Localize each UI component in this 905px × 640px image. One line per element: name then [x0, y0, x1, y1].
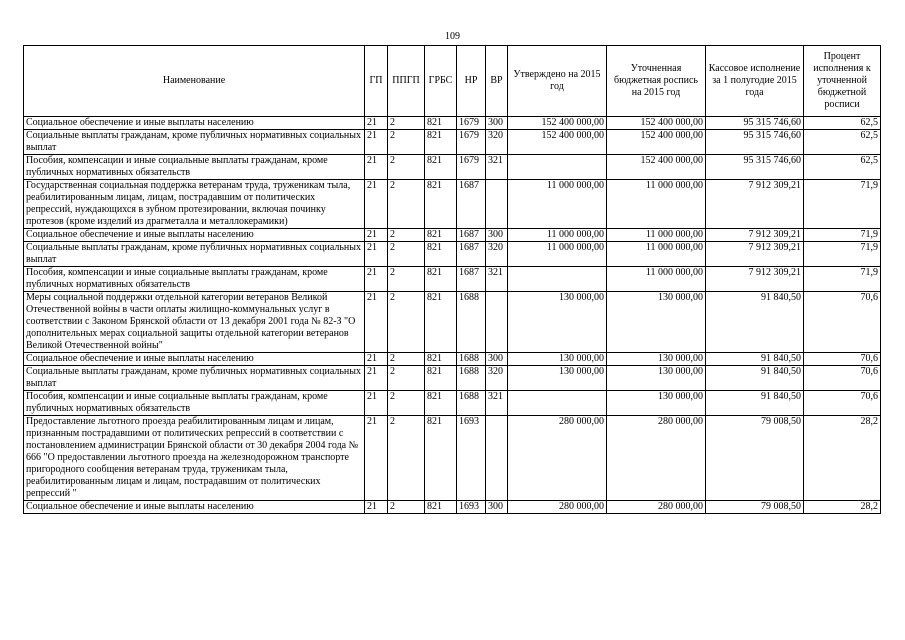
header-np: НР [457, 46, 486, 117]
header-grbs: ГРБС [425, 46, 457, 117]
cell-gp: 21 [365, 391, 388, 416]
cell-approved [508, 267, 607, 292]
table-row [24, 353, 881, 366]
cell-name: Меры социальной поддержки отдельной категории ветеранов Великой Отечественной войны в части оплаты жилищно-коммунальных услуг в соответствии с Законом Брянской области от 13 декабря 2001 года № 82-З "О дополнительных мерах социальной защиты отдельной категории ветеранов Великой Отечественной войны" [24, 292, 365, 353]
cell-cash: 95 315 746,60 [706, 117, 804, 130]
cell-np: 1688 [457, 353, 486, 366]
cell-percent: 71,9 [804, 267, 881, 292]
cell-vr: 321 [486, 155, 508, 180]
cell-name: Пособия, компенсации и иные социальные выплаты гражданам, кроме публичных нормативных обязательств [24, 391, 365, 416]
cell-refined: 130 000,00 [607, 366, 706, 391]
cell-cash: 95 315 746,60 [706, 130, 804, 155]
cell-np: 1693 [457, 416, 486, 501]
cell-cash: 7 912 309,21 [706, 180, 804, 229]
cell-np: 1679 [457, 155, 486, 180]
table-row [24, 391, 881, 416]
cell-vr: 300 [486, 501, 508, 514]
cell-approved: 11 000 000,00 [508, 180, 607, 229]
cell-grbs: 821 [425, 267, 457, 292]
cell-np: 1688 [457, 391, 486, 416]
cell-gp: 21 [365, 353, 388, 366]
cell-cash: 91 840,50 [706, 292, 804, 353]
cell-np: 1687 [457, 229, 486, 242]
cell-ppgp: 2 [388, 366, 425, 391]
cell-approved: 11 000 000,00 [508, 229, 607, 242]
cell-approved: 152 400 000,00 [508, 130, 607, 155]
cell-gp: 21 [365, 416, 388, 501]
cell-percent: 71,9 [804, 229, 881, 242]
cell-vr: 320 [486, 130, 508, 155]
header-gp: ГП [365, 46, 388, 117]
cell-percent: 62,5 [804, 130, 881, 155]
cell-grbs: 821 [425, 117, 457, 130]
header-approved: Утверждено на 2015 год [508, 46, 607, 117]
cell-grbs: 821 [425, 501, 457, 514]
cell-ppgp: 2 [388, 229, 425, 242]
cell-refined: 11 000 000,00 [607, 242, 706, 267]
cell-ppgp: 2 [388, 267, 425, 292]
table-row [24, 130, 881, 155]
cell-name: Предоставление льготного проезда реабилитированным лицам и лицам, признанным пострадавшими от политических репрессий в соответствии с постановлением администрации Брянской области от 30 декабря 2004 года № 666 "О предоставлении льготного проезда на железнодорожном транспорте пригородного сообщения ветеранам труда, труженикам тыла, реабилитированным лицам и лицам, пострадавшим от политических репрессий " [24, 416, 365, 501]
cell-gp: 21 [365, 292, 388, 353]
cell-np: 1679 [457, 117, 486, 130]
header-refined: Уточненная бюджетная роспись на 2015 год [607, 46, 706, 117]
cell-vr: 300 [486, 117, 508, 130]
cell-percent: 70,6 [804, 391, 881, 416]
page-number: 109 [445, 31, 460, 42]
cell-name: Государственная социальная поддержка ветеранам труда, труженикам тыла, реабилитированным лицам, лицам, пострадавшим от политических репрессий, нуждающихся в зубном протезировании, включая починку протезов (кроме изделий из драгметалла и металлокерамики) [24, 180, 365, 229]
cell-ppgp: 2 [388, 292, 425, 353]
cell-vr: 300 [486, 229, 508, 242]
cell-approved [508, 155, 607, 180]
cell-np: 1693 [457, 501, 486, 514]
cell-percent: 28,2 [804, 416, 881, 501]
header-vr: ВР [486, 46, 508, 117]
header-percent: Процент исполнения к уточненной бюджетной росписи [804, 46, 881, 117]
cell-cash: 91 840,50 [706, 353, 804, 366]
cell-ppgp: 2 [388, 391, 425, 416]
cell-grbs: 821 [425, 229, 457, 242]
cell-name: Пособия, компенсации и иные социальные выплаты гражданам, кроме публичных нормативных обязательств [24, 267, 365, 292]
cell-ppgp: 2 [388, 353, 425, 366]
cell-np: 1687 [457, 180, 486, 229]
cell-refined: 152 400 000,00 [607, 155, 706, 180]
cell-grbs: 821 [425, 242, 457, 267]
cell-approved: 280 000,00 [508, 501, 607, 514]
cell-refined: 152 400 000,00 [607, 117, 706, 130]
cell-cash: 7 912 309,21 [706, 229, 804, 242]
cell-grbs: 821 [425, 416, 457, 501]
cell-ppgp: 2 [388, 180, 425, 229]
cell-cash: 79 008,50 [706, 501, 804, 514]
table-row [24, 267, 881, 292]
cell-percent: 62,5 [804, 117, 881, 130]
cell-gp: 21 [365, 117, 388, 130]
cell-vr [486, 292, 508, 353]
cell-grbs: 821 [425, 180, 457, 229]
cell-grbs: 821 [425, 130, 457, 155]
cell-np: 1688 [457, 292, 486, 353]
cell-vr [486, 180, 508, 229]
table-row [24, 416, 881, 501]
table-row [24, 366, 881, 391]
cell-cash: 91 840,50 [706, 366, 804, 391]
cell-grbs: 821 [425, 155, 457, 180]
cell-ppgp: 2 [388, 117, 425, 130]
cell-ppgp: 2 [388, 501, 425, 514]
cell-refined: 280 000,00 [607, 416, 706, 501]
header-ppgp: ППГП [388, 46, 425, 117]
cell-vr: 300 [486, 353, 508, 366]
cell-vr: 320 [486, 366, 508, 391]
cell-np: 1687 [457, 267, 486, 292]
table-header-row [24, 46, 881, 117]
table-row [24, 117, 881, 130]
table-row [24, 292, 881, 353]
table-row [24, 501, 881, 514]
cell-gp: 21 [365, 267, 388, 292]
cell-grbs: 821 [425, 292, 457, 353]
cell-approved: 130 000,00 [508, 292, 607, 353]
cell-gp: 21 [365, 130, 388, 155]
cell-gp: 21 [365, 242, 388, 267]
cell-refined: 130 000,00 [607, 353, 706, 366]
cell-percent: 70,6 [804, 292, 881, 353]
cell-refined: 130 000,00 [607, 292, 706, 353]
cell-approved: 152 400 000,00 [508, 117, 607, 130]
cell-cash: 7 912 309,21 [706, 267, 804, 292]
table-body [24, 117, 881, 514]
cell-name: Социальное обеспечение и иные выплаты населению [24, 353, 365, 366]
cell-name: Пособия, компенсации и иные социальные выплаты гражданам, кроме публичных нормативных обязательств [24, 155, 365, 180]
cell-name: Социальные выплаты гражданам, кроме публичных нормативных социальных выплат [24, 366, 365, 391]
cell-percent: 71,9 [804, 180, 881, 229]
cell-approved: 130 000,00 [508, 366, 607, 391]
cell-percent: 70,6 [804, 353, 881, 366]
table-row [24, 180, 881, 229]
cell-name: Социальное обеспечение и иные выплаты населению [24, 229, 365, 242]
table-row [24, 229, 881, 242]
cell-vr [486, 416, 508, 501]
cell-cash: 79 008,50 [706, 416, 804, 501]
cell-refined: 280 000,00 [607, 501, 706, 514]
cell-percent: 62,5 [804, 155, 881, 180]
cell-percent: 70,6 [804, 366, 881, 391]
cell-gp: 21 [365, 180, 388, 229]
cell-approved [508, 391, 607, 416]
cell-vr: 320 [486, 242, 508, 267]
cell-approved: 280 000,00 [508, 416, 607, 501]
header-cash: Кассовое исполнение за 1 полугодие 2015 года [706, 46, 804, 117]
cell-gp: 21 [365, 501, 388, 514]
cell-refined: 11 000 000,00 [607, 267, 706, 292]
cell-ppgp: 2 [388, 416, 425, 501]
cell-np: 1688 [457, 366, 486, 391]
cell-gp: 21 [365, 229, 388, 242]
cell-grbs: 821 [425, 366, 457, 391]
cell-gp: 21 [365, 366, 388, 391]
cell-grbs: 821 [425, 391, 457, 416]
header-name: Наименование [24, 46, 365, 117]
cell-name: Социальное обеспечение и иные выплаты населению [24, 117, 365, 130]
cell-vr: 321 [486, 267, 508, 292]
cell-cash: 7 912 309,21 [706, 242, 804, 267]
cell-approved: 130 000,00 [508, 353, 607, 366]
cell-percent: 28,2 [804, 501, 881, 514]
cell-name: Социальные выплаты гражданам, кроме публичных нормативных социальных выплат [24, 130, 365, 155]
cell-refined: 152 400 000,00 [607, 130, 706, 155]
cell-name: Социальное обеспечение и иные выплаты населению [24, 501, 365, 514]
cell-approved: 11 000 000,00 [508, 242, 607, 267]
cell-refined: 11 000 000,00 [607, 229, 706, 242]
cell-ppgp: 2 [388, 130, 425, 155]
cell-ppgp: 2 [388, 155, 425, 180]
budget-table [23, 45, 881, 514]
cell-refined: 130 000,00 [607, 391, 706, 416]
table-row [24, 155, 881, 180]
cell-cash: 95 315 746,60 [706, 155, 804, 180]
cell-cash: 91 840,50 [706, 391, 804, 416]
cell-np: 1687 [457, 242, 486, 267]
cell-name: Социальные выплаты гражданам, кроме публичных нормативных социальных выплат [24, 242, 365, 267]
cell-ppgp: 2 [388, 242, 425, 267]
cell-refined: 11 000 000,00 [607, 180, 706, 229]
cell-np: 1679 [457, 130, 486, 155]
cell-percent: 71,9 [804, 242, 881, 267]
cell-gp: 21 [365, 155, 388, 180]
cell-vr: 321 [486, 391, 508, 416]
cell-grbs: 821 [425, 353, 457, 366]
table-row [24, 242, 881, 267]
